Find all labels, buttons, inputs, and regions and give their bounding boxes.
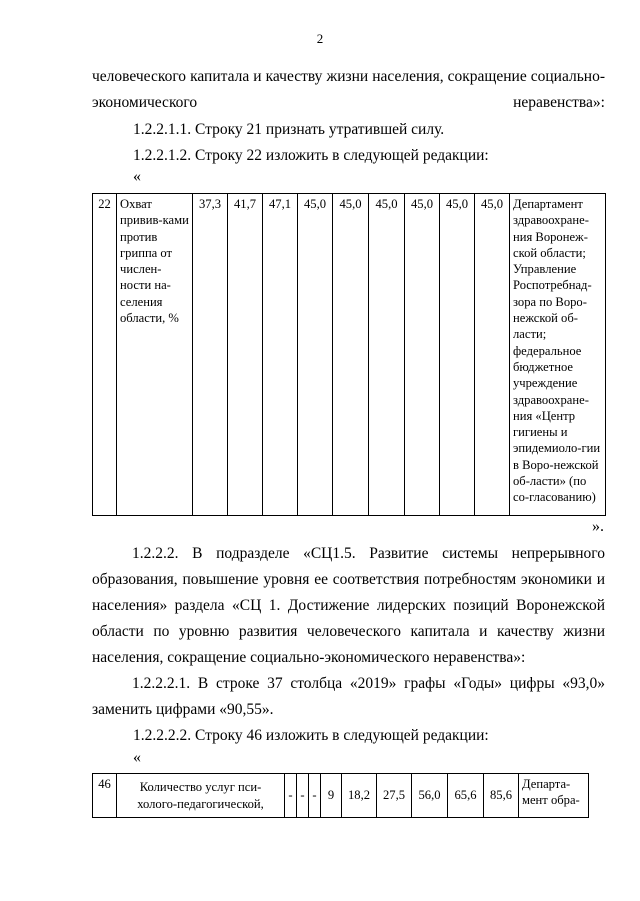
value-cell: 45,0 bbox=[369, 194, 405, 516]
responsible-cell: Департа-мент обра- bbox=[519, 774, 589, 818]
value-cell: - bbox=[309, 774, 321, 818]
paragraph-1-2-2-2-1: 1.2.2.2.1. В строке 37 столбца «2019» графы «Годы» цифры «93,0» заменить цифрами «90,55». bbox=[92, 675, 605, 718]
closing-quote: ». bbox=[592, 518, 604, 535]
value-cell: 45,0 bbox=[440, 194, 475, 516]
value-cell: 45,0 bbox=[405, 194, 440, 516]
table-row-22 bbox=[92, 193, 606, 516]
value-cell: 37,3 bbox=[193, 194, 228, 516]
table-row bbox=[93, 194, 606, 516]
value-cell: 45,0 bbox=[333, 194, 369, 516]
value-cell: - bbox=[285, 774, 297, 818]
value-cell: 27,5 bbox=[377, 774, 412, 818]
paragraph-1-2-2-2: 1.2.2.2. В подразделе «СЦ1.5. Развитие системы непрерывного образования, повышение уровня ее соответствия потребностям экономики и населения» раздела «СЦ 1. Достижение лидерских позиций Воронежской области по уровню развития человеческого капитала и качеству жизни населения, сокращение социально-экономического неравенства»: bbox=[92, 545, 605, 666]
value-cell: 45,0 bbox=[475, 194, 510, 516]
paragraph-continuation bbox=[92, 64, 605, 116]
value-cell: 85,6 bbox=[484, 774, 519, 818]
row-number-cell: 22 bbox=[93, 194, 117, 516]
value-cell: 47,1 bbox=[263, 194, 298, 516]
opening-quote: « bbox=[133, 168, 141, 185]
paragraph-continuation-text: человеческого капитала и качеству жизни населения, сокращение социально-экономического неравенства»: bbox=[92, 68, 605, 111]
indicator-line-1: Количество услуг пси- bbox=[139, 780, 262, 795]
table-row-46 bbox=[92, 773, 589, 818]
row-number-cell: 46 bbox=[93, 774, 117, 818]
value-cell: 18,2 bbox=[342, 774, 377, 818]
value-cell: 9 bbox=[321, 774, 342, 818]
indicator-cell: Охват привив-ками против гриппа от числен-ности на-селения области, % bbox=[117, 194, 193, 516]
indicator-line-2: холого-педагогической, bbox=[137, 796, 264, 811]
value-cell: 41,7 bbox=[228, 194, 263, 516]
value-cell: 56,0 bbox=[412, 774, 448, 818]
responsible-cell: Департамент здравоохране-ния Воронеж-ской области; Управление Роспотребнад-зора по Воро-нежской об-ласти; федеральное бюджетное учреждение здравоохране-ния «Центр гигиены и эпидемиоло-гии в Воро-нежской об-ласти» (по со-гласованию) bbox=[510, 194, 606, 516]
value-cell: 45,0 bbox=[298, 194, 333, 516]
paragraph-1-2-2-2-2: 1.2.2.2.2. Строку 46 изложить в следующей редакции: bbox=[133, 727, 489, 744]
page-number: 2 bbox=[316, 31, 324, 46]
opening-quote-2: « bbox=[133, 749, 141, 766]
value-cell: - bbox=[297, 774, 309, 818]
paragraph-1-2-2-1-2: 1.2.2.1.2. Строку 22 изложить в следующей редакции: bbox=[133, 147, 489, 164]
value-cell: 65,6 bbox=[448, 774, 484, 818]
paragraph-1-2-2-1-1: 1.2.2.1.1. Строку 21 признать утратившей силу. bbox=[133, 121, 445, 138]
indicator-cell bbox=[117, 774, 285, 818]
table-row bbox=[93, 774, 589, 818]
